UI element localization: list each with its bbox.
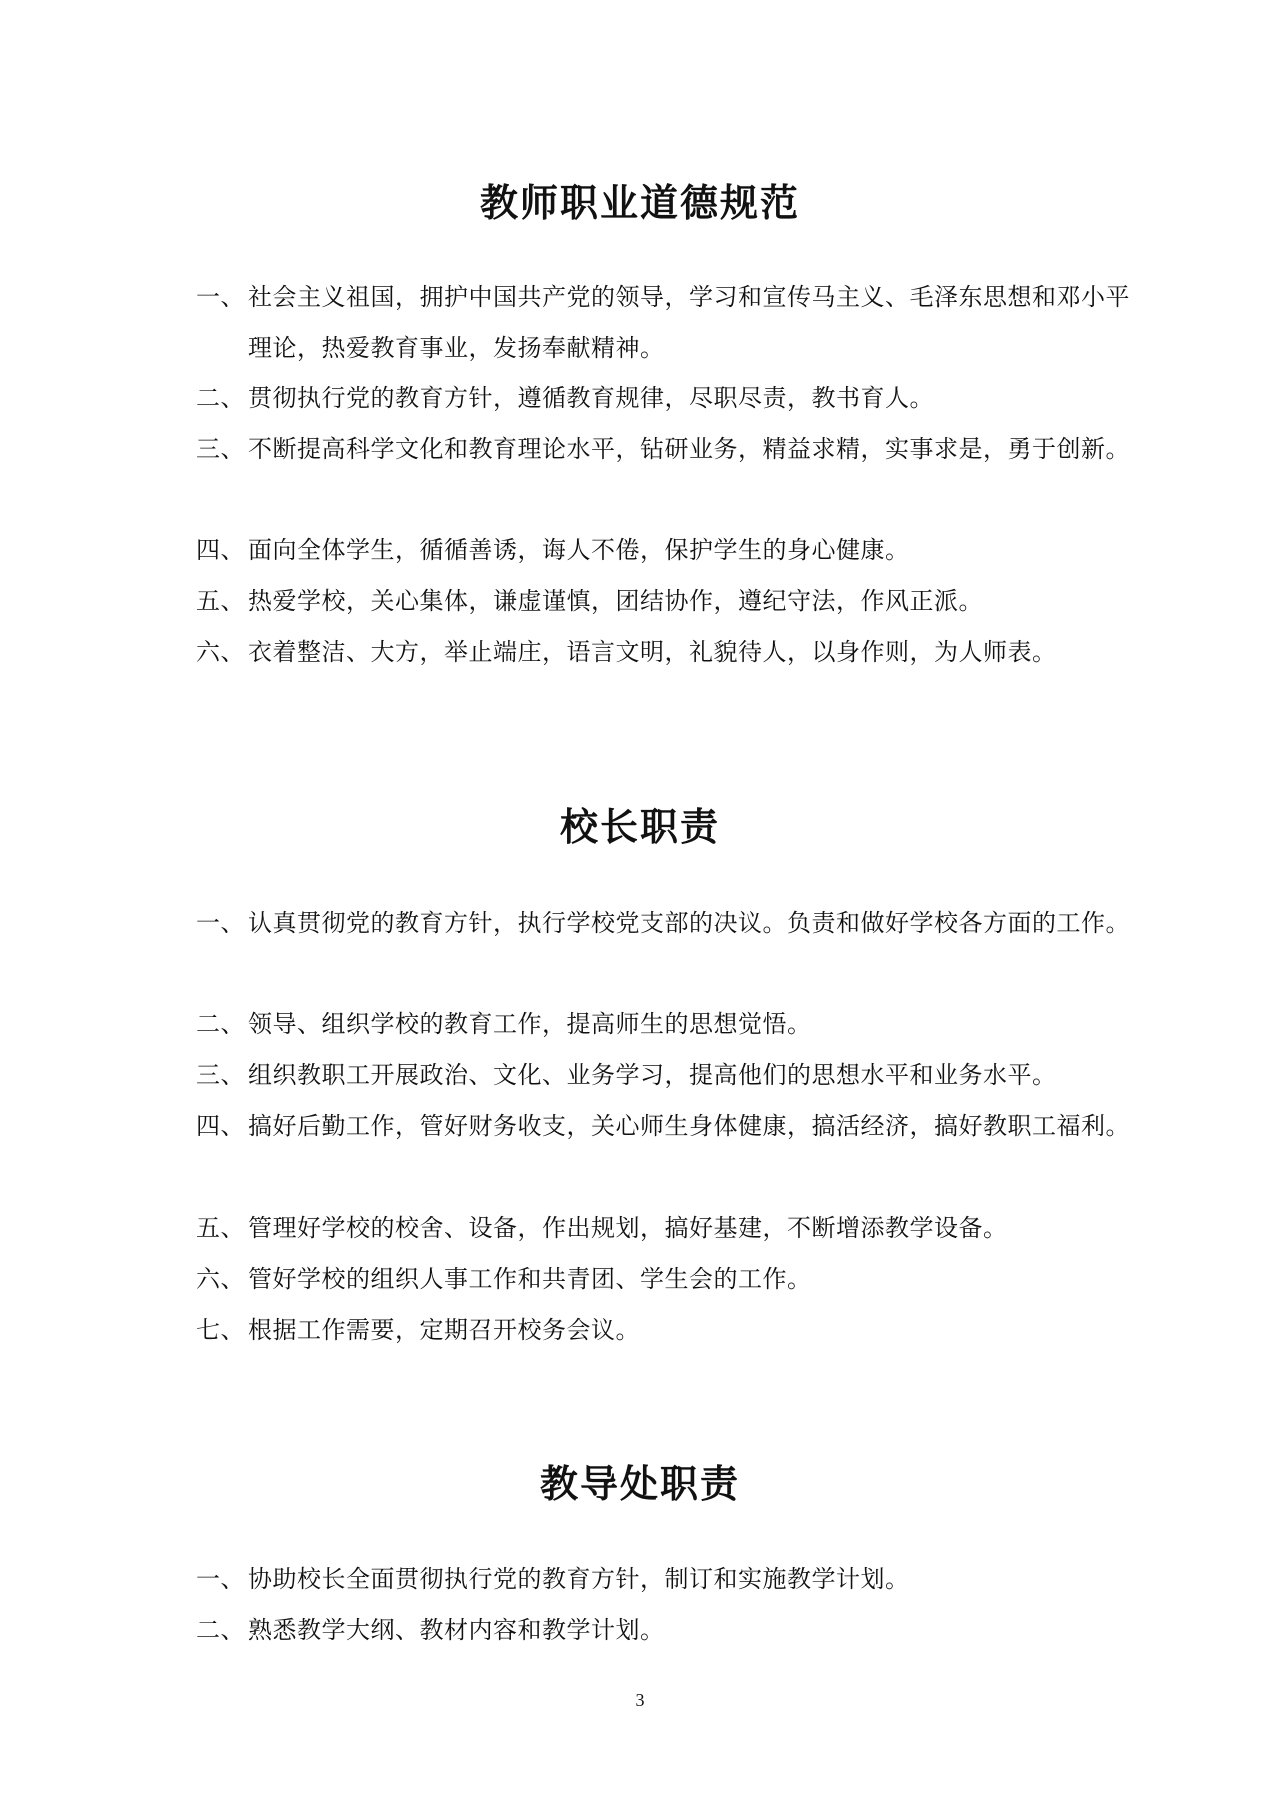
item-text: 衣着整洁、大方，举止端庄，语言文明，礼貌待人，以身作则，为人师表。 [248, 638, 1057, 666]
item-text: 搞好后勤工作，管好财务收支，关心师生身体健康，搞活经济，搞好教职工福利。 [248, 1112, 1130, 1140]
item-text: 贯彻执行党的教育方针，遵循教育规律，尽职尽责，教书育人。 [248, 384, 934, 412]
item-text: 不断提高科学文化和教育理论水平，钻研业务，精益求精，实事求是，勇于创新。 [248, 435, 1130, 463]
item-text: 管好学校的组织人事工作和共青团、学生会的工作。 [248, 1265, 812, 1293]
item-text: 面向全体学生，循循善诱，诲人不倦，保护学生的身心健康。 [248, 536, 910, 564]
list-item [196, 424, 1148, 475]
list-item [196, 1203, 1148, 1254]
item-number: 一、 [196, 283, 245, 311]
list-item [196, 1605, 1148, 1656]
item-text: 热爱学校，关心集体，谦虚谨慎，团结协作，遵纪守法，作风正派。 [248, 587, 983, 615]
list-item [196, 627, 1148, 678]
item-number: 三、 [196, 435, 245, 463]
item-text: 熟悉教学大纲、教材内容和教学计划。 [248, 1616, 665, 1644]
section-title-principal-duties: 校长职责 [559, 805, 720, 849]
item-number: 一、 [196, 909, 245, 937]
item-number: 四、 [196, 1112, 245, 1140]
list-item [196, 1050, 1148, 1101]
item-number: 二、 [196, 1010, 245, 1038]
item-number: 一、 [196, 1565, 245, 1593]
list-item [196, 999, 1148, 1050]
list-item [196, 1254, 1148, 1305]
section-title-academic-affairs-duties: 教导处职责 [539, 1462, 740, 1506]
item-text: 领导、组织学校的教育工作，提高师生的思想觉悟。 [248, 1010, 812, 1038]
item-number: 六、 [196, 1265, 245, 1293]
list-item [196, 1554, 1148, 1605]
item-number: 五、 [196, 1214, 245, 1242]
item-number: 二、 [196, 1616, 245, 1644]
item-number: 三、 [196, 1061, 245, 1089]
item-text: 根据工作需要，定期召开校务会议。 [248, 1316, 640, 1344]
list-item [196, 1101, 1148, 1152]
list-item [196, 525, 1148, 576]
item-number: 四、 [196, 536, 245, 564]
list-item [196, 576, 1148, 627]
item-text: 组织教职工开展政治、文化、业务学习，提高他们的思想水平和业务水平。 [248, 1061, 1057, 1089]
section-title-teacher-ethics: 教师职业道德规范 [479, 181, 800, 225]
list-item [196, 1305, 1148, 1356]
item-text: 社会主义祖国，拥护中国共产党的领导，学习和宣传马主义、毛泽东思想和邓小平理论，热爱教育事业，发扬奉献精神。 [248, 283, 1130, 362]
list-item [196, 373, 1148, 424]
item-number: 五、 [196, 587, 245, 615]
item-text: 认真贯彻党的教育方针，执行学校党支部的决议。负责和做好学校各方面的工作。 [248, 909, 1130, 937]
page-number: 3 [635, 1690, 645, 1710]
list-item [196, 898, 1148, 949]
item-text: 管理好学校的校舍、设备，作出规划，搞好基建，不断增添教学设备。 [248, 1214, 1008, 1242]
item-number: 七、 [196, 1316, 245, 1344]
item-number: 二、 [196, 384, 245, 412]
item-number: 六、 [196, 638, 245, 666]
list-item [196, 272, 1148, 374]
item-text: 协助校长全面贯彻执行党的教育方针，制订和实施教学计划。 [248, 1565, 910, 1593]
